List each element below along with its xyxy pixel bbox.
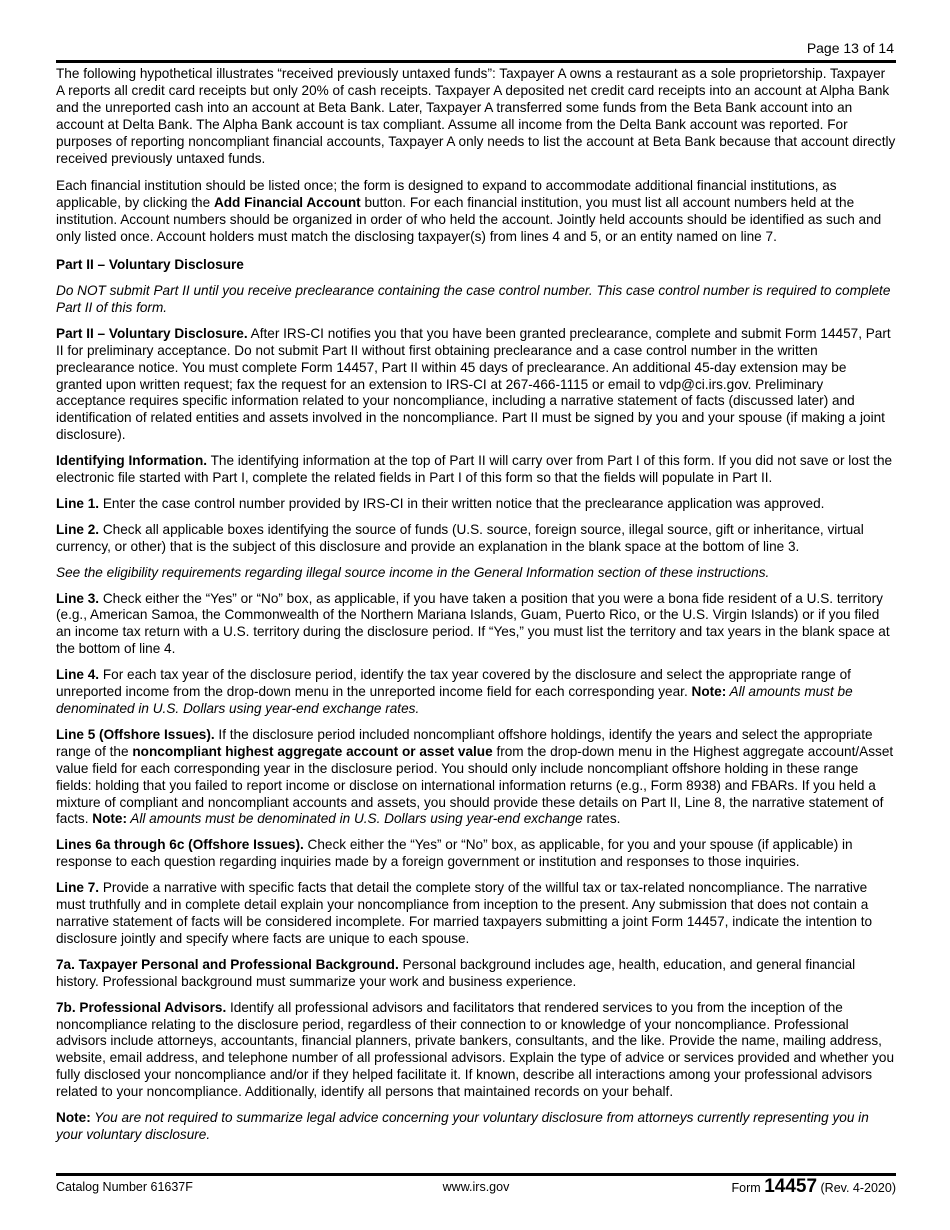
warning-text: Do NOT submit Part II until you receive preclearance containing the case control number. This case control number is required to complete Part II of this form. [56,282,891,315]
italic-text: See the eligibility requirements regarding illegal source income in the General Information section of these instructions. [56,564,770,580]
page-footer [56,1176,896,1202]
line3-paragraph [56,591,896,659]
final-note [56,1110,896,1144]
text: from the drop-down menu in the Highest aggregate account/Asset value field for each corresponding year in the disclosure period. You should only include noncompliant offshore holding in these range fields: holding that you failed to report income or disclose on international information returns (e.g., Form 8938) and FBARs. If you held a mixture of compliant and noncompliant accounts and assets, you should provide these details on Part II, Line 8, the narrative statement of facts. [56,743,894,827]
form-number: 14457 [764,1176,818,1197]
paragraph-lead: 7a. Taxpayer Personal and Professional Background. [56,956,399,972]
note-label: Note: [92,811,128,827]
line1-paragraph [56,496,896,513]
line7-paragraph [56,880,896,948]
paragraph-lead: 7b. Professional Advisors. [56,999,227,1015]
line7b-paragraph [56,1000,896,1101]
text: The identifying information at the top of Part II will carry over from Part I of this form. If you did not save or lost the electronic file started with Part I, complete the related fields in Part I of this form so that the fields will populate in Part II. [56,453,893,486]
section-heading: Part II – Voluntary Disclosure [56,257,244,273]
line4-paragraph [56,667,896,718]
note-label: Note: [56,1110,91,1126]
text: Identify all professional advisors and facilitators that rendered services to you from the inception of the noncompliance relating to the disclosure period, regardless of their connection to or knowledge of your noncompliance. Professional advisors include attorneys, accountants, financial planners, private bankers, consultants, and the like. Provide the name, mailing address, website, email address, and telephone number of all professional advisors. Explain the type of advice or services provided and whether you fully disclosed your noncompliance and/or if they helped facilitate it. If known, describe all interactions among your professional advisors related to your noncompliance. Additionally, identify all persons that maintained records on your behalf. [56,999,895,1100]
part2-warning [56,283,896,317]
paragraph-lead: Lines 6a through 6c (Offshore Issues). [56,837,304,853]
paragraph-lead: Line 2. [56,521,100,537]
add-financial-account-label: Add Financial Account [213,195,361,211]
paragraph-lead: Line 5 (Offshore Issues). [56,726,215,742]
bold-phrase: noncompliant highest aggregate account or asset value [132,743,493,759]
italic-text: You are not required to summarize legal advice concerning your voluntary disclosure from attorneys currently representing you in your voluntary disclosure. [56,1110,869,1142]
text: Check either the “Yes” or “No” box, as applicable, if you have taken a position that you were a bona fide resident of a U.S. territory (e.g., American Samoa, the Commonwealth of the Northern Mariana Islands, Guam, Puerto Rico, or the U.S. Virgin Islands) or if you filed an income tax return with a U.S. territory during the disclosure period. If “Yes,” you must list the territory and tax years in the blank space at the bottom of line 4. [56,590,890,657]
paragraph-lead: Line 3. [56,590,100,606]
line6-paragraph [56,837,896,871]
paragraph-lead: Part II – Voluntary Disclosure. [56,325,248,341]
financial-institution-paragraph [56,178,896,246]
catalog-number: Catalog Number 61637F [56,1180,193,1194]
eligibility-note [56,565,896,582]
paragraph-lead: Line 7. [56,880,100,896]
form-prefix: Form [731,1181,765,1195]
text: Provide a narrative with specific facts that detail the complete story of the willful tax or tax-related noncompliance. The narrative must truthfully and in complete detail explain your noncompliance from inception to the present. Any submission that does not contain a narrative statement of facts will be considered incomplete. For married taxpayers submitting a joint Form 14457, indicate the intention to disclosure jointly and specify where facts are unique to each spouse. [56,880,873,946]
instructions-body [56,66,896,1153]
text: rates. [582,811,621,827]
header-rule [56,60,896,63]
part2-heading [56,257,896,274]
paragraph-lead: Identifying Information. [56,453,208,469]
text: Personal background includes age, health, education, and general financial history. Professional background must summarize your work and business experience. [56,956,856,989]
line2-paragraph [56,522,896,556]
italic-text: All amounts must be denominated in U.S. Dollars using year-end exchange [127,811,583,827]
paragraph-lead: Line 4. [56,667,100,683]
text: Check either the “Yes” or “No” box, as applicable, for you and your spouse (if applicable) in response to each question regarding inquiries made by a foreign government or institution and responses to those inquiries. [56,837,853,870]
text: Each financial institution should be listed once; the form is designed to expand to accommodate additional financial institutions, as applicable, by clicking the [56,178,837,211]
identifying-info-paragraph [56,453,896,487]
text: Enter the case control number provided by IRS-CI in their written notice that the preclearance application was approved. [99,495,825,511]
paragraph-lead: Line 1. [56,495,100,511]
page-number: Page 13 of 14 [806,40,894,56]
italic-text: All amounts must be denominated in U.S. Dollars using year-end exchange rates. [56,684,853,716]
form-revision: (Rev. 4-2020) [817,1181,896,1195]
line7a-paragraph [56,957,896,991]
text: For each tax year of the disclosure period, identify the tax year covered by the disclosure and select the appropriate range of unreported income from the drop-down menu in the unreported income field for each corresponding year. [56,667,851,700]
text: If the disclosure period included noncompliant offshore holdings, identify the years and select the appropriate range of the [56,726,873,759]
line5-paragraph [56,727,896,828]
text: Check all applicable boxes identifying the source of funds (U.S. source, foreign source, illegal source, gift or inheritance, virtual currency, or other) that is the subject of this disclosure and provide an explanation in the blank space at the bottom of line 3. [56,521,864,554]
website-link[interactable]: www.irs.gov [442,1180,510,1194]
text: button. For each financial institution, you must list all account numbers held at the institution. Account numbers should be organized in order of who held the account. Jointly held accounts should be identified as such and only listed once. Account holders must match the disclosing taxpayer(s) from lines 4 and 5, or an entity named on line 7. [56,195,882,245]
form-identifier [732,1176,896,1198]
hypothetical-paragraph: The following hypothetical illustrates “received previously untaxed funds”: Taxpayer A owns a restaurant as a sole proprietorship. Taxpayer A reports all credit card receipts but only 20% of cash receipts. Taxpayer A deposited net credit card receipts into an account at Alpha Bank and the unreported cash into an account at Beta Bank. Later, Taxpayer A transferred some funds from the Beta Bank account into an account at Delta Bank. The Alpha Bank account is tax compliant. Assume all income from the Delta Bank account was reported. For purposes of reporting noncompliant financial accounts, Taxpayer A only needs to list the account at Beta Bank because that account directly received previously untaxed funds. [56,66,896,166]
text: After IRS-CI notifies you that you have been granted preclearance, complete and submit Form 14457, Part II for preliminary acceptance. Do not submit Part II without first obtaining preclearance and a case control number in the written preclearance notice. You must complete Form 14457, Part II within 45 days of preclearance. An additional 45-day extension may be granted upon written request; fax the request for an extension to IRS-CI at 267-466-1115 or email to vdp@ci.irs.gov. Preliminary acceptance requires specific information related to your noncompliance, including a narrative statement of facts (discussed later) and identification of related entities and assets involved in the noncompliance. Part II must be signed by you and your spouse (if making a joint disclosure). [56,325,891,443]
part2-paragraph [56,326,896,444]
note-label: Note: [691,684,727,700]
